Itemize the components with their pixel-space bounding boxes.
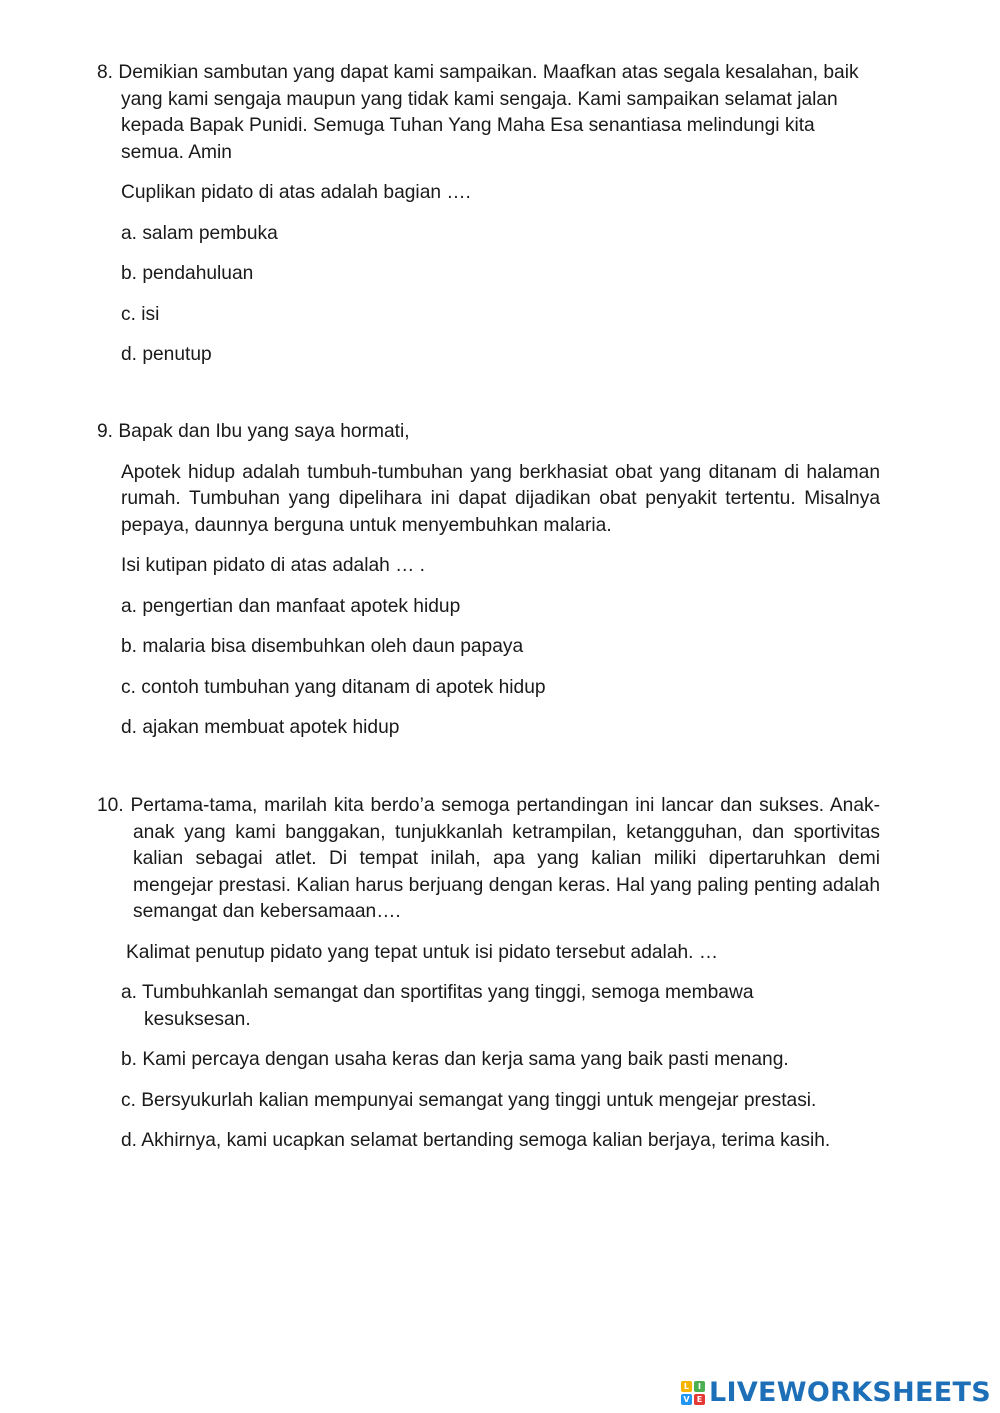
option-a[interactable]: a. pengertian dan manfaat apotek hidup	[121, 595, 461, 617]
question-text: Demikian sambutan yang dapat kami sampaikan. Maafkan atas segala kesalahan, baik yang kami sengaja maupun yang tidak kami sengaja. Kami sampaikan selamat jalan kepada Bapak Punidi. Semuga Tuhan Yang Maha Esa senantiasa melindungi kita semua. Amin	[118, 62, 859, 163]
logo-mark-letter: L	[681, 1381, 692, 1392]
question-9-passage: Apotek hidup adalah tumbuh-tumbuhan yang berkhasiat obat yang ditanam di halaman rumah. Tumbuhan yang dipelihara ini dapat dijadikan obat penyakit tertentu. Misalnya pepaya, daunnya berguna untuk menyembuhkan malaria.	[121, 461, 880, 536]
logo-text: LIVEWORKSHEETS	[708, 1377, 991, 1408]
logo-mark-letter: V	[681, 1394, 692, 1405]
question-10-stem	[97, 793, 880, 926]
question-10-prompt: Kalimat penutup pidato yang tepat untuk isi pidato tersebut adalah. …	[126, 941, 719, 963]
logo-mark-letter: I	[694, 1381, 705, 1392]
question-number: 9.	[97, 421, 114, 442]
option-d[interactable]: d. penutup	[121, 344, 212, 365]
option-b[interactable]: b. pendahuluan	[121, 263, 254, 284]
option-c[interactable]: c. isi	[121, 303, 160, 325]
logo-mark-icon	[681, 1381, 705, 1405]
question-8-prompt: Cuplikan pidato di atas adalah bagian ….	[121, 182, 471, 203]
option-b[interactable]: b. Kami percaya dengan usaha keras dan kerja sama yang baik pasti menang.	[121, 1049, 789, 1070]
question-8	[97, 60, 880, 369]
option-d[interactable]: d. ajakan membuat apotek hidup	[121, 717, 400, 738]
option-b[interactable]: b. malaria bisa disembuhkan oleh daun papaya	[121, 636, 524, 657]
question-9	[97, 419, 880, 742]
liveworksheets-logo	[681, 1376, 991, 1410]
logo-mark-letter: E	[694, 1394, 705, 1405]
option-c[interactable]: c. Bersyukurlah kalian mempunyai semangat yang tinggi untuk mengejar prestasi.	[121, 1089, 817, 1111]
option-a[interactable]: a. Tumbuhkanlah semangat dan sportifitas yang tinggi, semoga membawa kesuksesan.	[121, 982, 754, 1030]
question-8-stem	[97, 60, 881, 166]
option-d[interactable]: d. Akhirnya, kami ucapkan selamat bertanding semoga kalian berjaya, terima kasih.	[121, 1130, 831, 1151]
question-number: 8.	[97, 62, 114, 83]
option-c[interactable]: c. contoh tumbuhan yang ditanam di apotek hidup	[121, 676, 546, 698]
question-text: Pertama-tama, marilah kita berdo’a semoga pertandingan ini lancar dan sukses. Anak-anak yang kami banggakan, tunjukkanlah ketrampilan, ketangguhan, dan sportivitas kalian sebagai atlet. Di tempat inilah, apa yang kalian miliki dipertaruhkan demi mengejar prestasi. Kalian harus berjuang dengan keras. Hal yang paling penting adalah semangat dan kebersamaan….	[130, 795, 880, 922]
question-9-prompt: Isi kutipan pidato di atas adalah … .	[121, 555, 425, 576]
option-a[interactable]: a. salam pembuka	[121, 222, 278, 244]
question-9-stem	[97, 419, 880, 446]
question-number: 10.	[97, 795, 124, 816]
question-text: Bapak dan Ibu yang saya hormati,	[118, 421, 410, 442]
question-10	[97, 793, 880, 1155]
